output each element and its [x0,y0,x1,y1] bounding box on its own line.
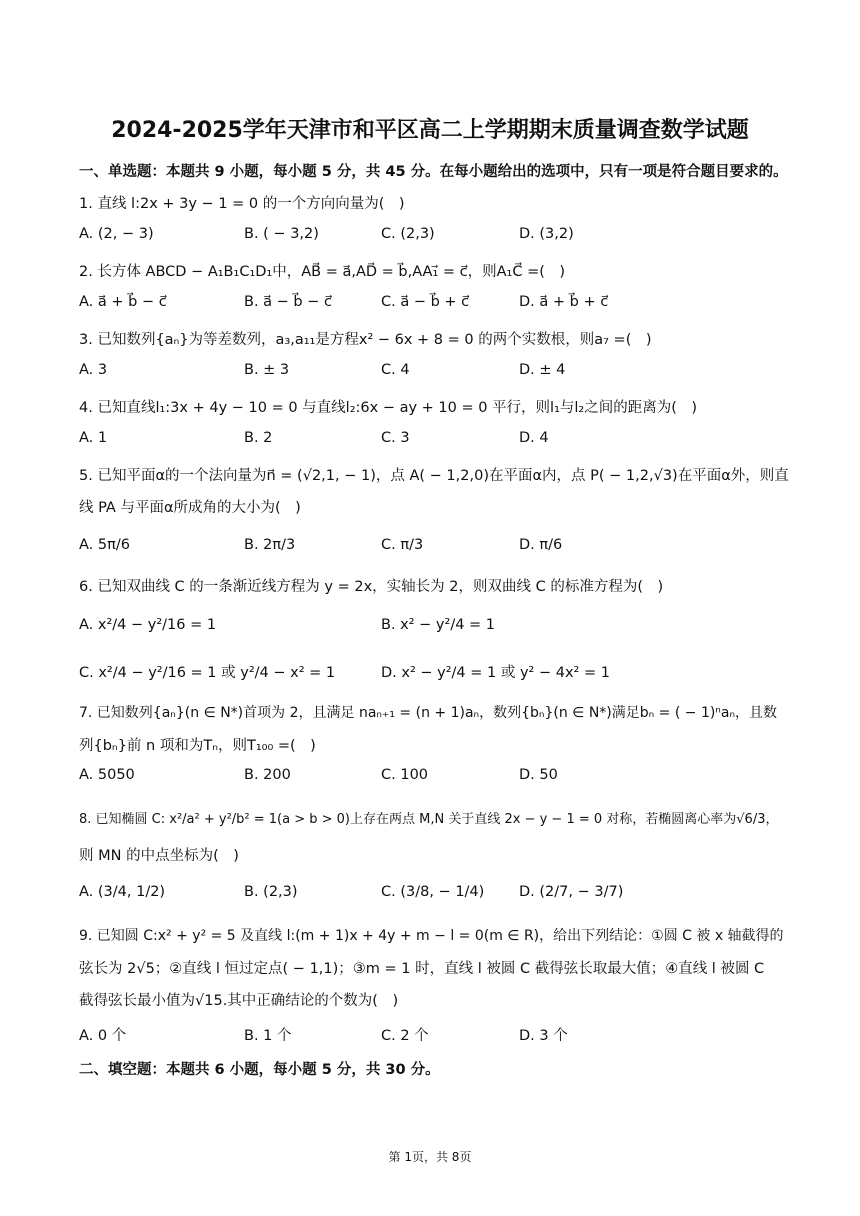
q4-option-c: C. 3 [381,430,410,446]
question-8-stem-line-2: 则 MN 的中点坐标为( ) [79,848,239,864]
question-6-stem: 6. 已知双曲线 C 的一条渐近线方程为 y = 2x，实轴长为 2，则双曲线 C 的标准方程为( ) [79,579,664,595]
q3-option-a: A. 3 [79,362,108,378]
q7-option-a: A. 5050 [79,767,135,783]
q1-option-b: B. ( − 3,2) [244,226,319,242]
q4-option-d: D. 4 [519,430,549,446]
question-8-stem-line-1: 8. 已知椭圆 C: x²/a² + y²/b² = 1(a > b > 0)上存在两点 M,N 关于直线 2x − y − 1 = 0 对称，若椭圆离心率为√6/3， [79,812,779,827]
question-7-stem-line-1: 7. 已知数列{aₙ}(n ∈ N*)首项为 2，且满足 naₙ₊₁ = (n + 1)aₙ，数列{bₙ}(n ∈ N*)满足bₙ = ( − 1)ⁿaₙ，且数 [79,705,778,721]
q5-option-c: C. π/3 [381,537,424,553]
question-3-stem: 3. 已知数列{aₙ}为等差数列，a₃,a₁₁是方程x² − 6x + 8 = 0 的两个实数根，则a₇ =( ) [79,332,652,348]
q6-option-d: D. x² − y²/4 = 1 或 y² − 4x² = 1 [381,665,610,681]
q5-option-d: D. π/6 [519,537,563,553]
q1-option-a: A. (2, − 3) [79,226,154,242]
q8-option-c: C. (3/8, − 1/4) [381,884,485,900]
question-9-stem-line-3: 截得弦长最小值为√15.其中正确结论的个数为( ) [79,993,399,1009]
q9-option-b: B. 1 个 [244,1028,292,1044]
page-title: 2024-2025学年天津市和平区高二上学期期末质量调查数学试题 [111,118,749,143]
q2-option-c: C. a⃗ − b⃗ + c⃗ [381,294,470,310]
question-4-stem: 4. 已知直线l₁:3x + 4y − 10 = 0 与直线l₂:6x − ay + 10 = 0 平行，则l₁与l₂之间的距离为( ) [79,400,698,416]
q9-option-d: D. 3 个 [519,1028,568,1044]
q8-option-b: B. (2,3) [244,884,298,900]
q6-option-a: A. x²/4 − y²/16 = 1 [79,617,217,633]
q7-option-c: C. 100 [381,767,429,783]
q9-option-c: C. 2 个 [381,1028,429,1044]
q4-option-b: B. 2 [244,430,273,446]
question-2-stem: 2. 长方体 ABCD − A₁B₁C₁D₁中，AB⃗ = a⃗,AD⃗ = b⃗,AA₁⃗ = c⃗，则A₁C⃗ =( ) [79,264,566,280]
q2-option-a: A. a⃗ + b⃗ − c⃗ [79,294,167,310]
question-5-stem-line-1: 5. 已知平面α的一个法向量为n⃗ = (√2,1, − 1)，点 A( − 1,2,0)在平面α内，点 P( − 1,2,√3)在平面α外，则直 [79,468,789,484]
q4-option-a: A. 1 [79,430,108,446]
q5-option-a: A. 5π/6 [79,537,130,553]
q6-option-c: C. x²/4 − y²/16 = 1 或 y²/4 − x² = 1 [79,665,336,681]
q2-option-b: B. a⃗ − b⃗ − c⃗ [244,294,332,310]
q3-option-c: C. 4 [381,362,410,378]
q7-option-b: B. 200 [244,767,291,783]
q5-option-b: B. 2π/3 [244,537,296,553]
q1-option-d: D. (3,2) [519,226,574,242]
q3-option-b: B. ± 3 [244,362,290,378]
question-9-stem-line-1: 9. 已知圆 C:x² + y² = 5 及直线 l:(m + 1)x + 4y + m − l = 0(m ∈ R)，给出下列结论：①圆 C 被 x 轴截得的 [79,928,784,944]
page-footer: 第 1页，共 8页 [388,1150,472,1164]
question-9-stem-line-2: 弦长为 2√5；②直线 l 恒过定点( − 1,1)；③m = 1 时，直线 l 被圆 C 截得弦长取最大值；④直线 l 被圆 C [79,961,765,977]
q6-option-b: B. x² − y²/4 = 1 [381,617,496,633]
q7-option-d: D. 50 [519,767,558,783]
q1-option-c: C. (2,3) [381,226,435,242]
q8-option-d: D. (2/7, − 3/7) [519,884,624,900]
question-7-stem-line-2: 列{bₙ}前 n 项和为Tₙ，则T₁₀₀ =( ) [79,738,316,754]
question-1-stem: 1. 直线 l:2x + 3y − 1 = 0 的一个方向向量为( ) [79,196,405,212]
q8-option-a: A. (3/4, 1/2) [79,884,166,900]
q2-option-d: D. a⃗ + b⃗ + c⃗ [519,294,609,310]
q3-option-d: D. ± 4 [519,362,566,378]
section-single-choice-header: 一、单选题：本题共 9 小题，每小题 5 分，共 45 分。在每小题给出的选项中，只有一项是符合题目要求的。 [79,164,788,180]
q9-option-a: A. 0 个 [79,1028,127,1044]
section-fill-blank-header: 二、填空题：本题共 6 小题，每小题 5 分，共 30 分。 [79,1062,440,1078]
question-5-stem-line-2: 线 PA 与平面α所成角的大小为( ) [79,500,301,516]
